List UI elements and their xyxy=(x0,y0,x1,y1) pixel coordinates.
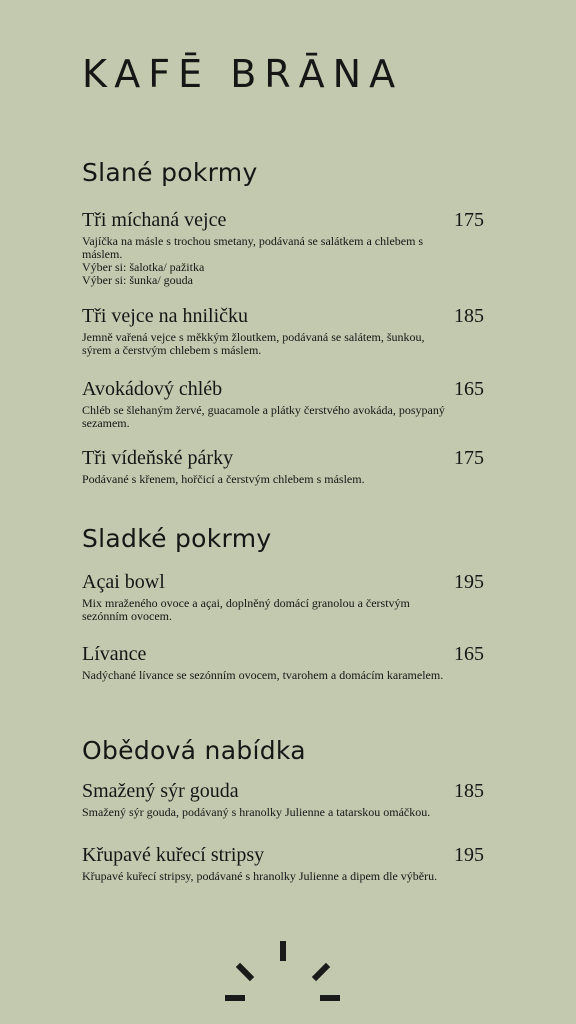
item-description xyxy=(82,669,454,682)
item-description xyxy=(82,597,454,623)
item-description-line: Křupavé kuřecí stripsy, podávané s hranolky Julienne a dipem dle výběru. xyxy=(82,869,438,883)
item-description xyxy=(82,806,484,819)
menu-item xyxy=(82,570,484,623)
item-name: Tři míchaná vejce xyxy=(82,209,227,231)
item-description-line: Vajíčka na másle s trochou smetany, podávaná se salátkem a chlebem s máslem. xyxy=(82,234,424,261)
section-title-sweet: Sladké pokrmy xyxy=(82,524,272,553)
item-description-line: Podávané s křenem, hořčicí a čerstvým chlebem s máslem. xyxy=(82,472,365,486)
menu-item xyxy=(82,642,484,682)
item-price: 165 xyxy=(454,378,484,400)
menu-item xyxy=(82,843,484,883)
item-price: 185 xyxy=(454,780,484,802)
item-description xyxy=(82,235,454,287)
section-title-lunch: Obědová nabídka xyxy=(82,736,306,765)
menu-item xyxy=(82,779,484,819)
item-description-line: Jemně vařená vejce s měkkým žloutkem, podávaná se salátem, šunkou, sýrem a čerstvým chlebem s máslem. xyxy=(82,330,425,357)
item-price: 165 xyxy=(454,643,484,665)
item-description-line: Nadýchané lívance se sezónním ovocem, tvarohem a domácím karamelem. xyxy=(82,668,444,682)
item-price: 175 xyxy=(454,209,484,231)
item-name: Lívance xyxy=(82,643,147,665)
item-description xyxy=(82,331,454,357)
item-name: Smažený sýr gouda xyxy=(82,780,239,802)
item-description-line: Chléb se šlehaným žervé, guacamole a plátky čerstvého avokáda, posypaný sezamem. xyxy=(82,403,445,430)
menu-item xyxy=(82,304,484,357)
sunrise-rays-icon xyxy=(224,938,342,1004)
item-price: 195 xyxy=(454,844,484,866)
item-name: Tři vejce na hniličku xyxy=(82,305,249,327)
item-description-line: Výber si: šalotka/ pažitka xyxy=(82,260,205,274)
section-title-savory: Slané pokrmy xyxy=(82,158,258,187)
item-name: Avokádový chléb xyxy=(82,378,223,400)
item-description xyxy=(82,473,454,486)
menu-item xyxy=(82,208,484,287)
menu-item xyxy=(82,377,484,430)
menu-item xyxy=(82,446,484,486)
item-description xyxy=(82,404,454,430)
item-name: Tři vídeňské párky xyxy=(82,447,234,469)
item-price: 175 xyxy=(454,447,484,469)
item-price: 195 xyxy=(454,571,484,593)
item-name: Açai bowl xyxy=(82,571,165,593)
brand-title: KAFĒ BRĀNA xyxy=(82,52,404,96)
item-description-line: Smažený sýr gouda, podávaný s hranolky Julienne a tatarskou omáčkou. xyxy=(82,805,431,819)
item-description xyxy=(82,870,484,883)
item-name: Křupavé kuřecí stripsy xyxy=(82,844,265,866)
item-description-line: Výber si: šunka/ gouda xyxy=(82,273,193,287)
item-price: 185 xyxy=(454,305,484,327)
item-description-line: Mix mraženého ovoce a açai, doplněný domácí granolou a čerstvým sezónním ovocem. xyxy=(82,596,410,623)
